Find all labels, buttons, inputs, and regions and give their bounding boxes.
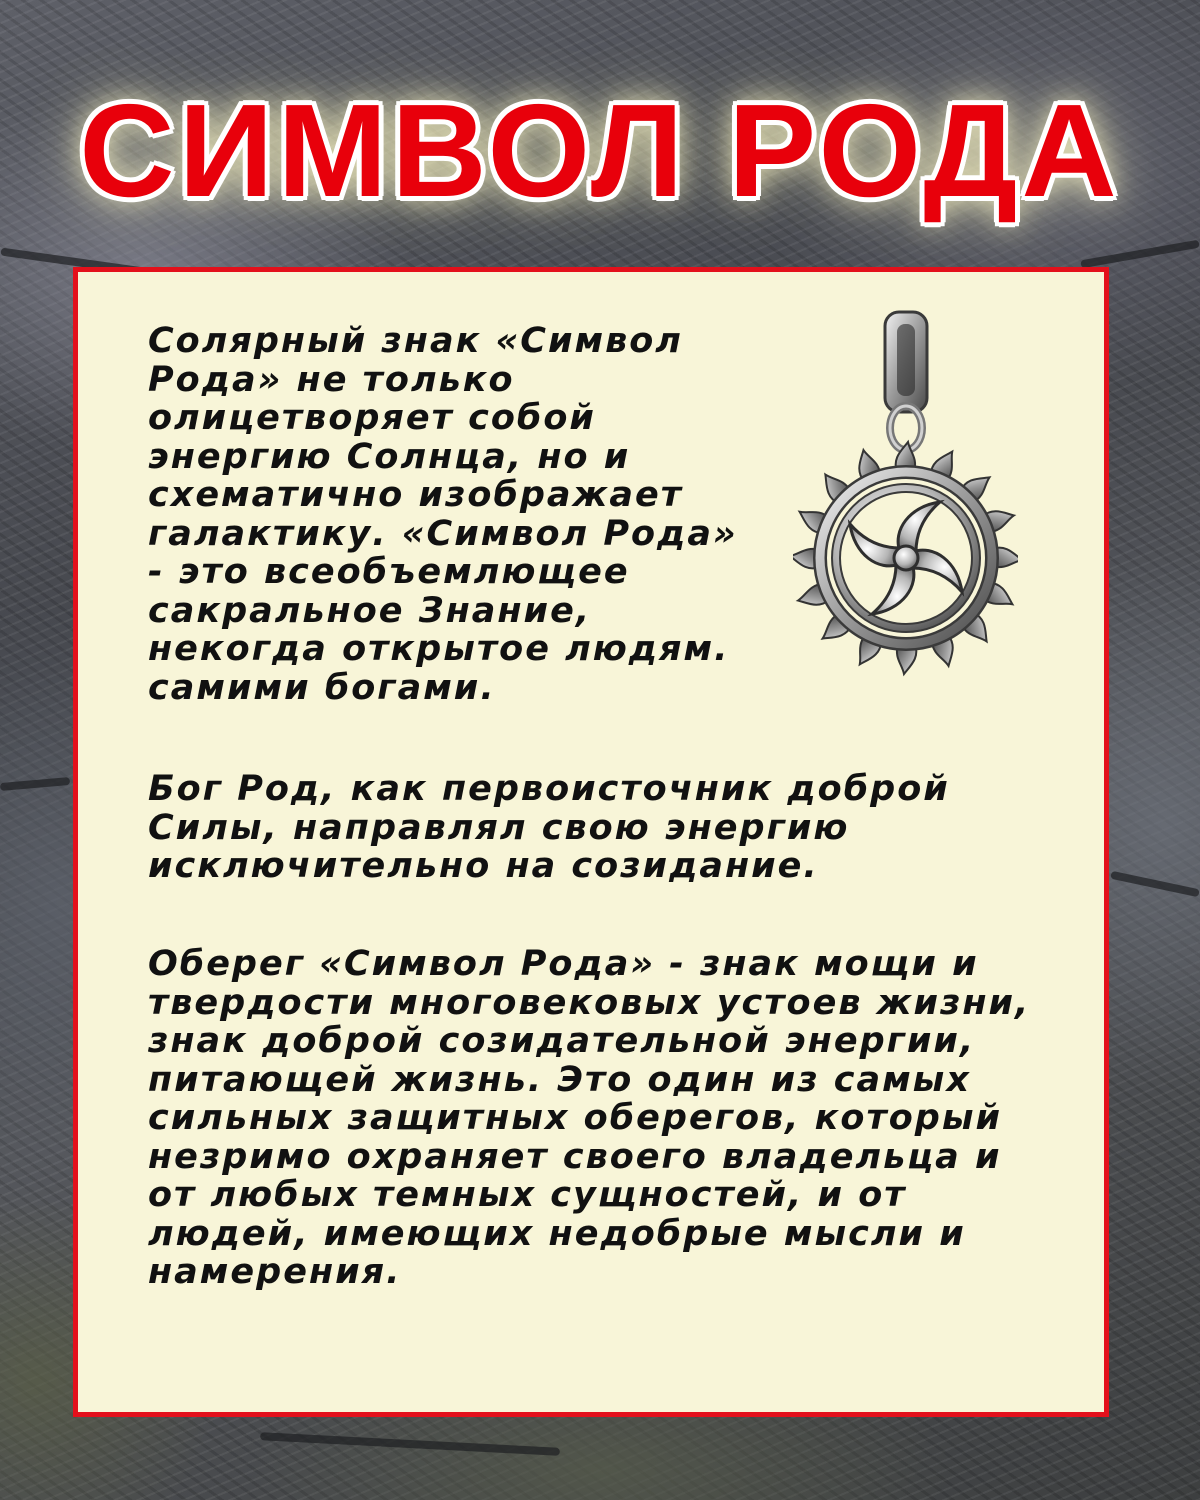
- paragraph-1: Солярный знак «Символ Рода» не только олицетворяет собой энергию Солнца, но и схематично изображает галактику. «Символ Рода» - это всеобъемлющее сакральное Знание, некогда открытое людям. самими богами.: [148, 321, 738, 708]
- info-panel: [73, 267, 1109, 1417]
- page-title: СИМВОЛ РОДА: [79, 77, 1121, 224]
- paragraph-2: Бог Род, как первоисточник доброй Силы, направлял свою энергию исключительно на созидание.: [148, 769, 950, 886]
- stone-crack: [260, 1432, 560, 1456]
- paragraph-3: Оберег «Символ Рода» - знак мощи и твердости многовековых устоев жизни, знак доброй созидательной энергии, питающей жизнь. Это один из самых сильных защитных оберегов, который незримо охраняет своего владельца и от любых темных сущностей, и от людей, имеющих недобрые мысли и намерения.: [148, 944, 1031, 1292]
- solar-symbol-pendant-icon: [793, 310, 1018, 680]
- stone-crack: [0, 777, 70, 791]
- stone-crack: [1080, 240, 1200, 269]
- stone-crack: [1110, 871, 1200, 898]
